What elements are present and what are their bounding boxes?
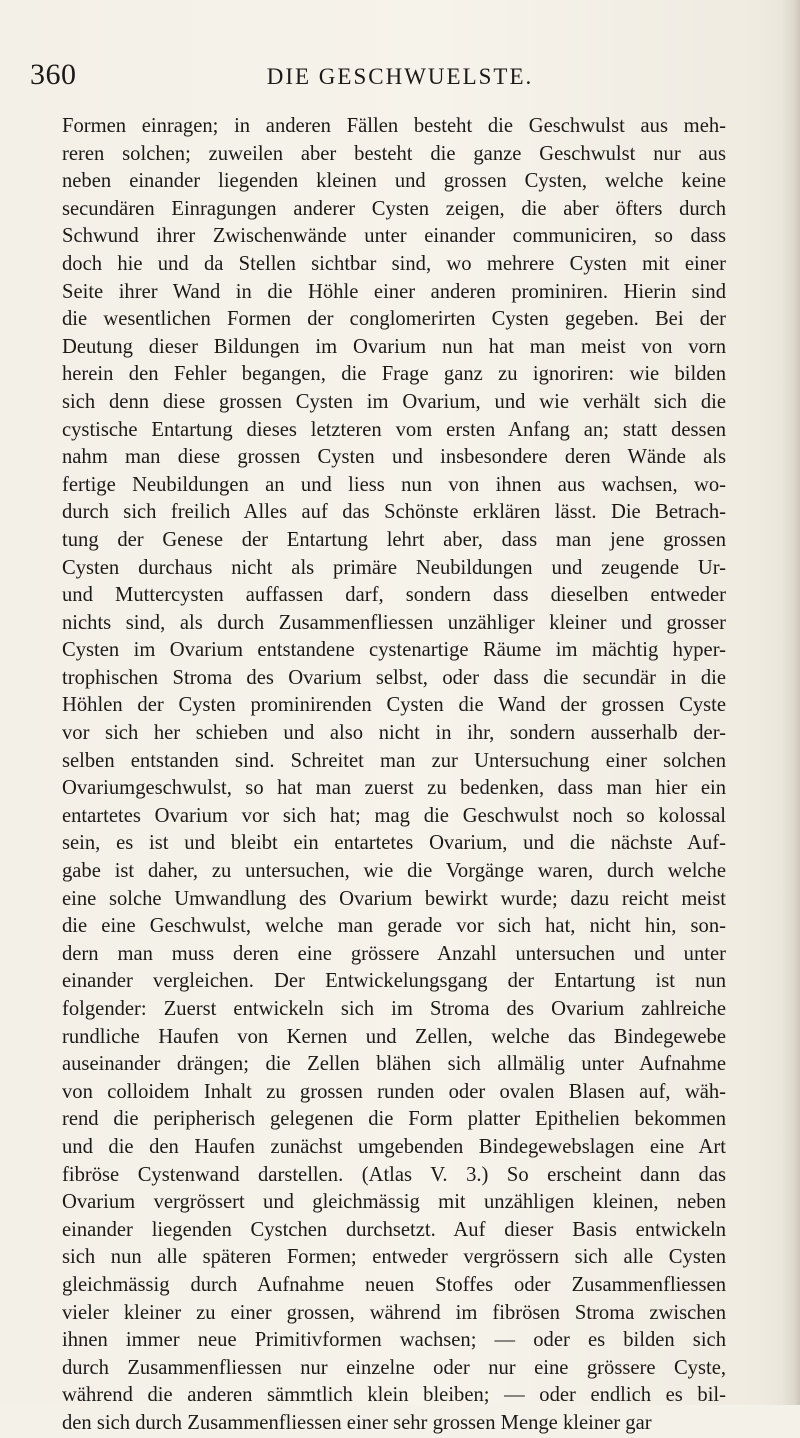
- text-line: folgender: Zuerst entwickeln sich im Stroma des Ovarium zahlreiche: [62, 998, 726, 1020]
- text-line: fibröse Cystenwand darstellen. (Atlas V. 3.) So erscheint dann das: [62, 1163, 726, 1186]
- text-line: auseinander drängen; die Zellen blähen sich allmälig unter Aufnahme: [62, 1053, 726, 1076]
- page-edge-shadow: [782, 0, 800, 1405]
- text-line: sich nun alle späteren Formen; entweder vergrössern sich alle Cysten: [62, 1246, 726, 1269]
- text-line: Seite ihrer Wand in die Höhle einer anderen prominiren. Hierin sind: [62, 280, 726, 303]
- text-line: herein den Fehler begangen, die Frage ganz zu ignoriren: wie bilden: [62, 363, 726, 386]
- text-line: Formen einragen; in anderen Fällen besteht die Geschwulst aus meh-: [62, 115, 726, 137]
- text-line: doch hie und da Stellen sichtbar sind, wo mehrere Cysten mit einer: [62, 252, 726, 275]
- text-line: und die den Haufen zunächst umgebenden Bindegewebslagen eine Art: [62, 1135, 726, 1158]
- text-line: secundären Einragungen anderer Cysten zeigen, die aber öfters durch: [62, 197, 726, 220]
- text-line: sich denn diese grossen Cysten im Ovarium, und wie verhält sich die: [62, 390, 726, 413]
- text-line: einander vergleichen. Der Entwickelungsgang der Entartung ist nun: [62, 970, 726, 993]
- text-line: cystische Entartung dieses letzteren vom ersten Anfang an; statt dessen: [62, 418, 726, 441]
- text-line: Schwund ihrer Zwischenwände unter einander communiciren, so dass: [62, 225, 726, 248]
- text-line: die eine Geschwulst, welche man gerade vor sich hat, nicht hin, son-: [62, 915, 726, 938]
- running-header: [30, 58, 770, 98]
- text-line: sein, es ist und bleibt ein entartetes Ovarium, und die nächste Auf-: [62, 832, 726, 855]
- text-line: rundliche Haufen von Kernen und Zellen, welche das Bindegewebe: [62, 1025, 726, 1048]
- text-line: Deutung dieser Bildungen im Ovarium nun hat man meist von vorn: [62, 335, 726, 358]
- text-line: selben entstanden sind. Schreitet man zur Untersuchung einer solchen: [62, 749, 726, 772]
- text-line: nichts sind, als durch Zusammenfliessen unzähliger kleiner und grosser: [62, 611, 726, 634]
- text-line: während die anderen sämmtlich klein bleiben; — oder endlich es bil-: [62, 1384, 726, 1407]
- text-line: fertige Neubildungen an und liess nun von ihnen aus wachsen, wo-: [62, 473, 726, 496]
- text-line: Cysten im Ovarium entstandene cystenartige Räume im mächtig hyper-: [62, 639, 726, 662]
- text-line: neben einander liegenden kleinen und grossen Cysten, welche keine: [62, 170, 726, 193]
- text-line: durch Zusammenfliessen nur einzelne oder nur eine grössere Cyste,: [62, 1356, 726, 1379]
- body-paragraph: [62, 113, 726, 1438]
- text-line: den sich durch Zusammenfliessen einer sehr grossen Menge kleiner gar: [62, 1411, 652, 1434]
- page-number: 360: [30, 58, 77, 91]
- text-line: trophischen Stroma des Ovarium selbst, oder dass die secundär in die: [62, 666, 726, 689]
- text-line: Cysten durchaus nicht als primäre Neubildungen und zeugende Ur-: [62, 556, 726, 579]
- text-line: gleichmässig durch Aufnahme neuen Stoffes oder Zusammenfliessen: [62, 1273, 726, 1296]
- text-line: und Muttercysten auffassen darf, sondern dass dieselben entweder: [62, 584, 726, 607]
- text-line: Ovarium vergrössert und gleichmässig mit unzähligen kleinen, neben: [62, 1191, 726, 1214]
- text-line: vieler kleiner zu einer grossen, während im fibrösen Stroma zwischen: [62, 1301, 726, 1324]
- text-line: entartetes Ovarium vor sich hat; mag die Geschwulst noch so kolossal: [62, 804, 726, 827]
- text-line: rend die peripherisch gelegenen die Form platter Epithelien bekommen: [62, 1108, 726, 1131]
- text-line: die wesentlichen Formen der conglomerirten Cysten gegeben. Bei der: [62, 308, 726, 331]
- text-line: Höhlen der Cysten prominirenden Cysten die Wand der grossen Cyste: [62, 694, 726, 717]
- text-line: tung der Genese der Entartung lehrt aber, dass man jene grossen: [62, 528, 726, 551]
- text-line: einander liegenden Cystchen durchsetzt. Auf dieser Basis entwickeln: [62, 1218, 726, 1241]
- text-line: eine solche Umwandlung des Ovarium bewirkt wurde; dazu reicht meist: [62, 887, 726, 910]
- text-line: dern man muss deren eine grössere Anzahl untersuchen und unter: [62, 942, 726, 965]
- text-line: nahm man diese grossen Cysten und insbesondere deren Wände als: [62, 446, 726, 469]
- text-line: gabe ist daher, zu untersuchen, wie die Vorgänge waren, durch welche: [62, 860, 726, 883]
- text-line: ihnen immer neue Primitivformen wachsen; — oder es bilden sich: [62, 1329, 726, 1352]
- text-line: reren solchen; zuweilen aber besteht die ganze Geschwulst nur aus: [62, 142, 726, 165]
- text-line: vor sich her schieben und also nicht in ihr, sondern ausserhalb der-: [62, 722, 726, 745]
- text-line: von colloidem Inhalt zu grossen runden oder ovalen Blasen auf, wäh-: [62, 1080, 726, 1103]
- running-title: DIE GESCHWUELSTE.: [266, 64, 534, 89]
- text-line: durch sich freilich Alles auf das Schönste erklären lässt. Die Betrach-: [62, 501, 726, 524]
- text-line: Ovariumgeschwulst, so hat man zuerst zu bedenken, dass man hier ein: [62, 777, 726, 800]
